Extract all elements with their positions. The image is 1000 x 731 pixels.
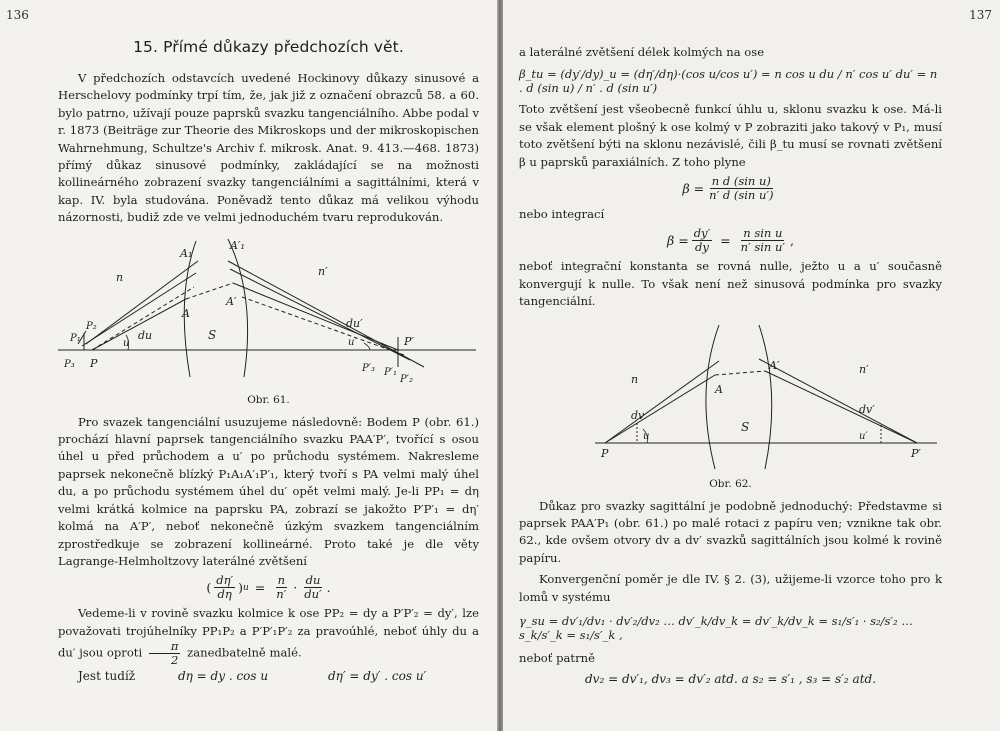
label-a: A [182, 306, 190, 320]
eq-den: n′ [276, 587, 287, 602]
label-a1-prime: A′₁ [230, 238, 245, 252]
eq-den: du′ [304, 587, 322, 602]
eq-den: n′ d (sin u′) [709, 188, 774, 203]
label-p3: P₃ [64, 358, 75, 370]
eq-lhs: β = [682, 181, 705, 197]
figure-caption: Obr. 62. [709, 477, 752, 490]
equation: dη′ = dy′ . cos u′ [328, 669, 427, 684]
label-n: n [631, 372, 639, 386]
label-p2: P₂ [86, 320, 97, 332]
eq-num: dy′ [693, 226, 711, 241]
eq-den: dη [217, 587, 232, 602]
label-a1: A₁ [180, 246, 193, 260]
right-page [503, 0, 1000, 731]
label-p1: P₁ [70, 332, 81, 344]
label-du-prime: du′ [346, 316, 363, 330]
label-s: S [741, 419, 750, 434]
equation-beta-integrated: β = $\frac{dy'}{dy}$ = $\frac{\text{n sin u}}{\text{n′ sin u′}}$ , [667, 226, 794, 255]
paragraph: Důkaz pro svazky sagittální je podobně jednoduchý: Představme si paprsek PAA′P₁ (obr. 61.) po malé rotaci z papíru ven; vznikne tak obr. 62., kde ovšem otvory dv a dv′ svazků sagittálních jsou kolmé k rovině papíru. [519, 498, 942, 565]
paragraph: neboť integrační konstanta se rovná nulle, ježto u a u′ současně konvergují k nulle. To však není než sinusová podmínka pro svazky tangenciální. [519, 259, 942, 309]
page-number: 136 [6, 8, 29, 22]
label-p-prime: P′ [404, 334, 414, 348]
label-p2-prime: P′₂ [400, 373, 414, 385]
equation-beta [519, 175, 942, 202]
figure-caption: Obr. 61. [247, 393, 290, 406]
label-p: P [90, 356, 98, 370]
label-s: S [208, 327, 217, 342]
eq-num: n sin u [743, 226, 783, 241]
equation: dη = dy . cos u [178, 669, 269, 684]
eq-sub: u [242, 582, 249, 593]
equation-lagrange-helmholtz: ( $\frac{d\eta'}{d\eta}$ ) u = $\frac{n}{n'}$ · $\frac{du}{du'}$ . [206, 573, 331, 602]
label-p-prime: P′ [911, 446, 921, 460]
eq-num: dη′ [216, 573, 234, 588]
eq-num: n [277, 573, 285, 588]
label-p: P [601, 446, 609, 460]
eq-num: n d (sin u) [711, 174, 771, 189]
label-p3-prime: P′₃ [362, 362, 376, 374]
paragraph [58, 605, 479, 667]
label-dv-prime: dv′ [859, 402, 875, 416]
paragraph: a laterálné zvětšení délek kolmých na ose [519, 45, 765, 59]
page-number: 137 [969, 8, 992, 22]
label-a: A [715, 382, 723, 396]
label-n: n [116, 270, 124, 284]
section-heading: 15. Přímé důkazy předchozích vět. [133, 38, 404, 56]
eq-num: du [305, 573, 321, 588]
eq-den: dy [695, 240, 709, 255]
paragraph: Konvergenční poměr je dle IV. § 2. (3), užijeme-li vzorce toho pro k lomů v systému [519, 572, 942, 604]
label-n-prime: n′ [859, 362, 869, 376]
text-jest-tudiz: Jest tudíž [78, 669, 136, 684]
label-dv: dv [631, 408, 645, 422]
equation-row [58, 669, 479, 683]
paragraph: Pro svazek tangenciální usuzujeme následovně: Bodem P (obr. 61.) prochází hlavní paprsek tangenciálního svazku PAA′P′, tvořící s osou úhel u před průchodem a u′ po průchodu systémem. Nakresleme paprsek nekonečně blízký P₁A₁A′₁P′₁, který tvoří s PA velmi malý úhel du, a po průchodu systémem úhel du′ opět velmi malý. Je-li PP₁ = dη velmi krátká kolmice na paprsku PA, zobrazí se jakožto P′P′₁ = dη′ kolmá na A′P′, neboť nekonečně úzkým svazkem tangenciálním zprostředkuje se zobrazení kollineárné. Proto také je dle věty Lagrange-Helmholtzovy laterálné zvětšení [58, 414, 479, 568]
paragraph: Toto zvětšení jest všeobecně funkcí úhlu u, sklonu svazku k ose. Má-li se však element plošný k ose kolmý v P zobraziti jako takový v P₁, musí toto zvětšení býti na sklonu nezávislé, čili β_tu musí se rovnati zvětšení β u paprsků paraxiálních. Z toho plyne [519, 102, 942, 169]
label-n-prime: n′ [318, 264, 328, 278]
eq-lhs: β = [667, 233, 689, 249]
label-u-prime: u′ [859, 430, 868, 442]
equation-gamma: γ_su = dv′₁/dv₁ · dv′₂/dv₂ … dv′_k/dv_k = dv′_k/dv_k = s₁/s′₁ · s₂/s′₂ … s_k/s′_k = s₁/s′_k , [519, 614, 913, 643]
equation-beta-tu: β_tu = (dy′/dy)_u = (dη′/dη)·(cos u/cos u′) = n cos u du / n′ cos u′ du′ = n . d (sin u) / n′ . d (sin u′) [519, 67, 938, 96]
left-page [0, 0, 497, 731]
eq-den: 2 [170, 653, 179, 668]
paragraph: neboť patrně [519, 651, 595, 666]
figure-61 [58, 227, 479, 406]
paragraph: nebo integrací [519, 207, 605, 222]
paragraph: V předchozích odstavcích uvedené Hockinovy důkazy sinusové a Herschelovy podmínky trpí tím, že, jak již z označení obrazců 58. a 60. bylo patrno, užívají pouze paprsků svazku tangenciálního. Abbe podal v r. 1873 (Beiträge zur Theorie des Mikroskops und der mikroskopischen Wahrnehmung, Schultze's Archiv f. mikrosk. Anat. 9. 413.—468. 1873) přímý důkaz sinusové podmínky, zakládající se na možnosti kollineárného zobrazení svazky tangenciálními a sagittálními, která v kap. IV. byla studována. Poněvadž tento důkaz má velikou výhodu názornosti, budiž zde ve velmi jednoduchém tvaru reprodukován. [58, 71, 479, 225]
label-u: u [123, 337, 130, 349]
label-a-prime: A′ [226, 294, 237, 308]
label-u-prime: u′ [348, 336, 357, 348]
label-u: u [643, 430, 650, 442]
label-a-prime: A′ [769, 358, 780, 372]
eq-den: n′ sin u′ [740, 240, 785, 255]
paragraph-text: zanedbatelně malé. [187, 645, 302, 660]
figure-62-diagram [519, 311, 942, 471]
equation-last: dv₂ = dv′₁, dv₃ = dv′₂ atd. a s₂ = s′₁ , s₃ = s′₂ atd. [584, 671, 877, 686]
eq-num: π [149, 640, 181, 654]
label-du: du [138, 328, 153, 342]
label-p1-prime: P′₁ [384, 366, 398, 378]
figure-62 [519, 311, 942, 490]
paragraph-text: Vedeme-li v rovině svazku kolmice k ose PP₂ = dy a P′P′₂ = dy′, lze považovati trojúhelníky PP₁P₂ a P′P′₁P′₂ za pravoúhlé, neboť úhly du a du′ jsou oproti [58, 606, 479, 660]
figure-61-diagram [58, 227, 479, 387]
